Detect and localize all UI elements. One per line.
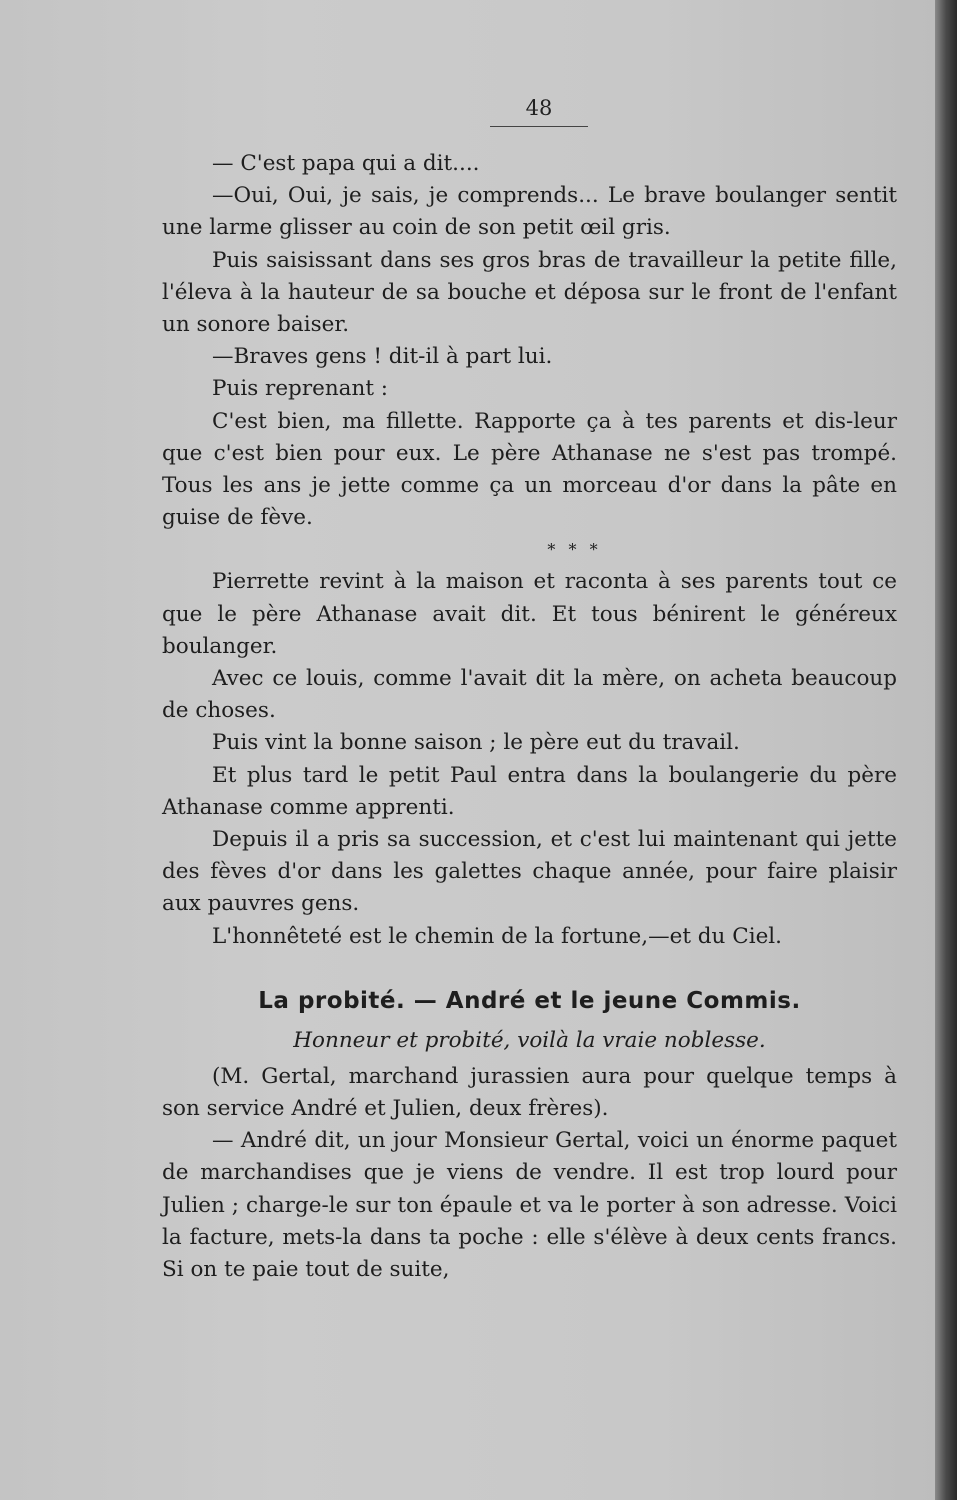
paragraph: Puis vint la bonne saison ; le père eut du travail.	[212, 730, 740, 756]
paragraph: Puis reprenant :	[212, 376, 389, 402]
paragraph: Depuis il a pris sa succession, et c'est lui maintenant qui jette des fèves d'or dans les galettes chaque année, pour faire plaisir aux pauvres gens.	[162, 827, 897, 917]
section-separator: * * *	[547, 540, 602, 560]
epigraph: Honneur et probité, voilà la vraie noblesse.	[293, 1027, 766, 1053]
page-edge-shadow	[935, 0, 957, 1500]
paragraph: — André dit, un jour Monsieur Gertal, voici un énorme paquet de marchandises que je viens de vendre. Il est trop lourd pour Julien ; charge-le sur ton épaule et va le porter à son adresse. Voici la facture, mets-la dans ta poche : elle s'élève à deux cents francs. Si on te paie tout de suite,	[162, 1128, 897, 1283]
paragraph: Pierrette revint à la maison et raconta à ses parents tout ce que le père Athanase avait dit. Et tous bénirent le généreux boulanger.	[162, 569, 897, 659]
paragraph: Et plus tard le petit Paul entra dans la boulangerie du père Athanase comme apprenti.	[162, 762, 897, 820]
section-title: La probité. — André et le jeune Commis.	[258, 987, 801, 1014]
paragraph: — C'est papa qui a dit....	[212, 151, 480, 176]
paragraph: C'est bien, ma fillette. Rapporte ça à tes parents et dis-leur que c'est bien pour eux. Le père Athanase ne s'est pas trompé. Tous les ans je jette comme ça un morceau d'or dans la pâte en guise de fève.	[162, 408, 897, 531]
page-body	[162, 148, 897, 1286]
page-number-rule	[490, 126, 588, 127]
paragraph: —Oui, Oui, je sais, je comprends... Le brave boulanger sentit une larme glisser au coin de son petit œil gris.	[162, 183, 897, 241]
paragraph: —Braves gens ! dit-il à part lui.	[212, 344, 553, 370]
paragraph: (M. Gertal, marchand jurassien aura pour quelque temps à son service André et Julien, deux frères).	[162, 1063, 897, 1122]
page-number: 48	[525, 96, 553, 120]
paragraph: L'honnêteté est le chemin de la fortune,—et du Ciel.	[212, 923, 783, 949]
paragraph: Puis saisissant dans ses gros bras de travailleur la petite fille, l'éleva à la hauteur de sa bouche et déposa sur le front de l'enfant un sonore baiser.	[162, 247, 897, 338]
paragraph: Avec ce louis, comme l'avait dit la mère, on acheta beaucoup de choses.	[162, 666, 897, 724]
